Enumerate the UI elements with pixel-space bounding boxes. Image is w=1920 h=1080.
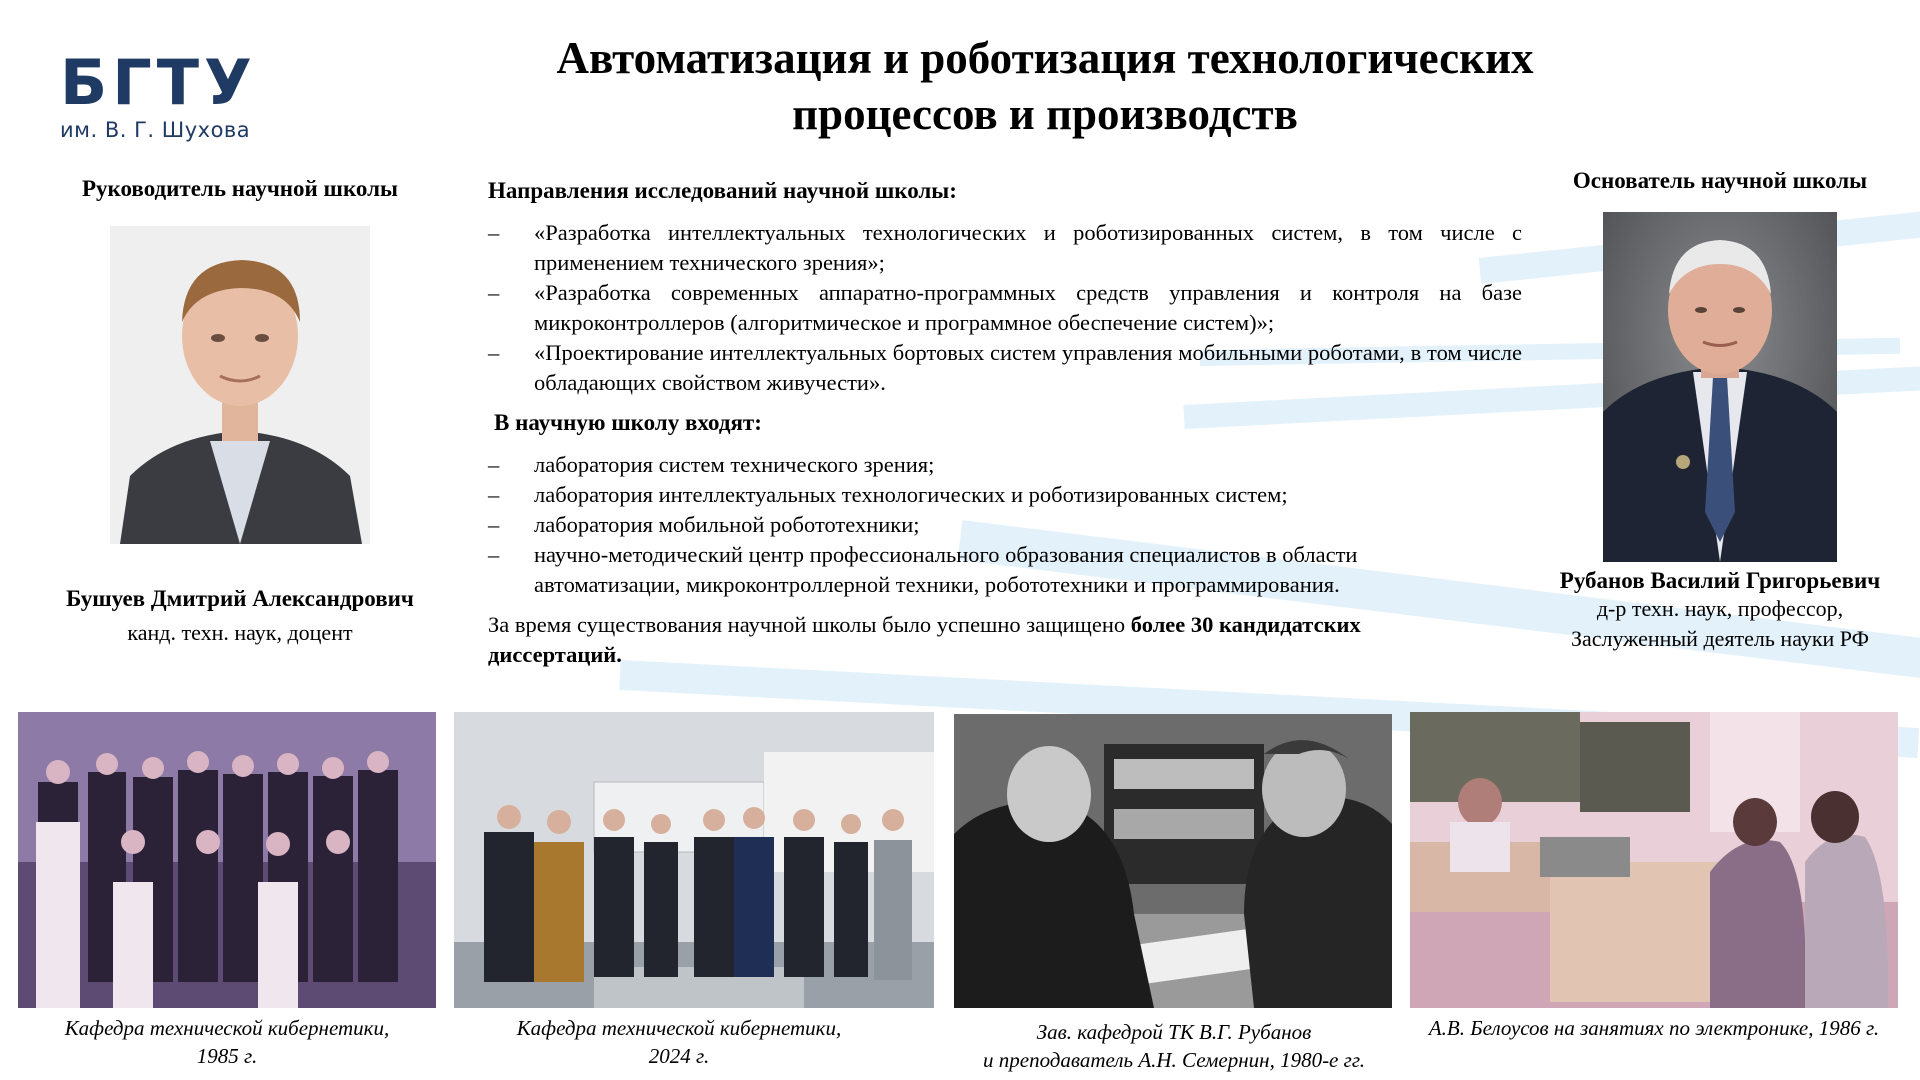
summary-highlight: более 30 кандидатских диссертаций. — [488, 612, 1361, 667]
list-item: – «Проектирование интеллектуальных бортовых систем управления мобильными роботами, в том числе обладающих свойством живучести». — [488, 340, 1522, 395]
photo-belousov-lesson — [1410, 712, 1898, 1008]
list-item: – «Разработка интеллектуальных технологических и роботизированных систем, в том числе с применением технического зрения»; — [488, 220, 1522, 275]
page-title — [430, 30, 1660, 142]
composition-heading: В научную школу входят: — [494, 410, 762, 435]
leader-heading: Руководитель научной школы — [82, 176, 398, 201]
founder-degree-line-2: Заслуженный деятель науки РФ — [1570, 626, 1870, 651]
bullet-dash: – — [488, 482, 500, 507]
caption-1985: Кафедра технической кибернетики, 1985 г. — [64, 1016, 390, 1068]
founder-block — [1510, 168, 1920, 654]
founder-heading: Основатель научной школы — [1572, 168, 1868, 193]
page-title-line-2: процессов и производств — [792, 89, 1298, 139]
bullet-dash: – — [488, 340, 500, 365]
list-item: – лаборатория мобильной робототехники; — [488, 510, 1522, 540]
caption-rubanov: Зав. кафедрой ТК В.Г. Рубанов и преподаватель А.Н. Семернин, 1980-е гг. — [983, 1020, 1365, 1072]
photo-department-2024 — [454, 712, 934, 1008]
logo-mark: БГТУ — [60, 46, 257, 119]
university-logo — [60, 46, 257, 142]
bullet-dash: – — [488, 220, 500, 245]
page-title-line-1: Автоматизация и роботизация технологических — [556, 33, 1534, 83]
bullet-dash: – — [488, 542, 500, 567]
leader-block — [20, 176, 460, 648]
photo-rubanov-semernin — [954, 714, 1392, 1008]
founder-name: Рубанов Василий Григорьевич — [1559, 568, 1881, 593]
leader-degree: канд. техн. наук, доцент — [127, 620, 353, 645]
photo-department-1985 — [18, 712, 436, 1008]
bullet-dash: – — [488, 452, 500, 477]
list-item: – лаборатория интеллектуальных технологических и роботизированных систем; — [488, 480, 1522, 510]
gallery-item-belousov — [1410, 712, 1900, 1072]
logo-subtitle: им. В. Г. Шухова — [60, 118, 251, 142]
founder-photo — [1603, 212, 1837, 562]
bullet-dash: – — [488, 512, 500, 537]
gallery-item-rubanov — [954, 712, 1394, 1077]
founder-degree-line-1: д-р техн. наук, профессор, — [1596, 596, 1844, 621]
research-list — [488, 218, 1522, 398]
composition-list — [488, 450, 1522, 600]
list-item: – «Разработка современных аппаратно-программных средств управления и контроля на базе микроконтроллеров (алгоритмическое и программное обеспечение систем)»; — [488, 280, 1522, 335]
list-item: – научно-методический центр профессионального образования специалистов в области автоматизации, микроконтроллерной техники, робототехники и программирования. — [488, 542, 1358, 597]
caption-2024: Кафедра технической кибернетики, 2024 г. — [516, 1016, 842, 1068]
gallery-item-1985 — [18, 712, 436, 1072]
research-heading: Направления исследований научной школы: — [488, 178, 957, 203]
caption-belousov: А.В. Белоусов на занятиях по электронике, 1986 г. — [1428, 1016, 1880, 1040]
gallery-item-2024 — [454, 712, 934, 1072]
leader-name: Бушуев Дмитрий Александрович — [66, 586, 414, 611]
list-item: – лаборатория систем технического зрения; — [488, 450, 1522, 480]
research-content — [488, 176, 1522, 670]
summary-text: За время существования научной школы было успешно защищено более 30 кандидатских диссертаций. — [488, 612, 1361, 667]
bullet-dash: – — [488, 280, 500, 305]
leader-photo — [110, 226, 370, 544]
